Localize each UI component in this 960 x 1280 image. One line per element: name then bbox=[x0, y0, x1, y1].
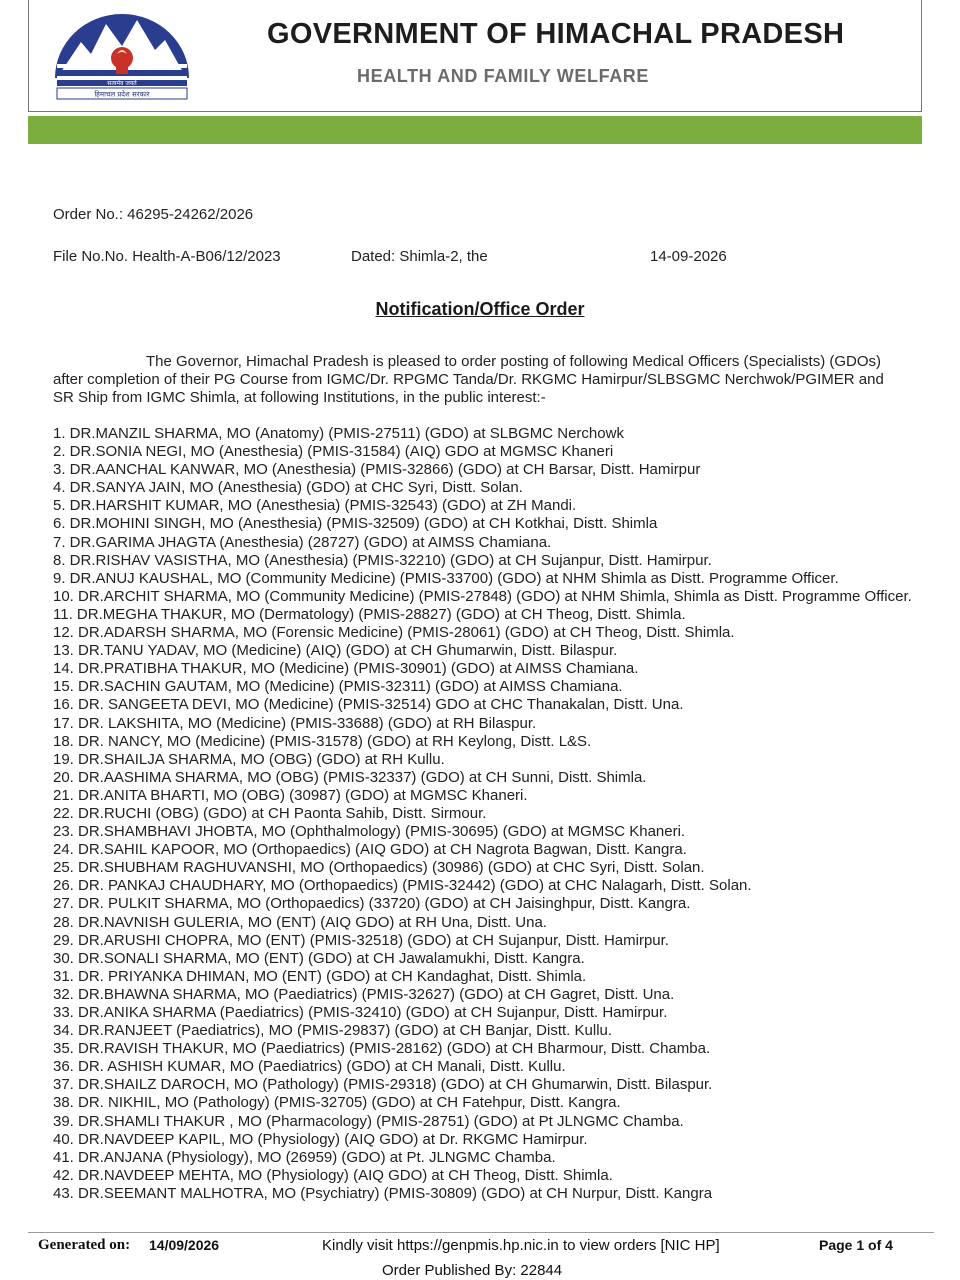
intro-text: The Governor, Himachal Pradesh is pleased to order posting of following Medical Officers (Specialists) (GDOs) after completion of their PG Course from IGMC/Dr. RPGMC Tanda/Dr. RKGMC Hamirpur/SLBSGMC Nerchwok/PGIMER and SR Ship from IGMC Shimla, at following Institutions, in the public interest:- bbox=[53, 353, 884, 406]
posting-order-item: 25. DR.SHUBHAM RAGHUVANSHI, MO (Orthopaedics) (30986) (GDO) at CHC Syri, Distt. Solan. bbox=[53, 859, 705, 877]
org-title: GOVERNMENT OF HIMACHAL PRADESH bbox=[267, 18, 845, 50]
posting-order-item: 2. DR.SONIA NEGI, MO (Anesthesia) (PMIS-31584) (AIQ) GDO at MGMSC Khaneri bbox=[53, 443, 614, 461]
page-number: Page 1 of 4 bbox=[819, 1237, 893, 1253]
svg-text:हिमाचल प्रदेश सरकार: हिमाचल प्रदेश सरकार bbox=[94, 90, 150, 99]
published-by: Order Published By: 22844 bbox=[382, 1262, 563, 1279]
posting-order-item: 32. DR.BHAWNA SHARMA, MO (Paediatrics) (PMIS-32627) (GDO) at CH Gagret, Distt. Una. bbox=[53, 985, 675, 1003]
order-number: Order No.: 46295-24262/2026 bbox=[53, 206, 254, 223]
posting-order-item: 7. DR.GARIMA JHAGTA (Anesthesia) (28727) (GDO) at AIMSS Chamiana. bbox=[53, 533, 552, 551]
posting-order-item: 27. DR. PULKIT SHARMA, MO (Orthopaedics) (33720) (GDO) at CH Jaisinghpur, Distt. Kangra. bbox=[53, 895, 691, 913]
posting-order-item: 9. DR.ANUJ KAUSHAL, MO (Community Medicine) (PMIS-33700) (GDO) at NHM Shimla as Distt. Programme Officer. bbox=[53, 569, 839, 587]
posting-order-item: 36. DR. ASHISH KUMAR, MO (Paediatrics) (GDO) at CH Manali, Distt. Kullu. bbox=[53, 1058, 566, 1076]
footer-divider bbox=[28, 1232, 934, 1233]
posting-order-item: 6. DR.MOHINI SINGH, MO (Anesthesia) (PMIS-32509) (GDO) at CH Kotkhai, Distt. Shimla bbox=[53, 515, 658, 533]
posting-order-item: 43. DR.SEEMANT MALHOTRA, MO (Psychiatry) (PMIS-30809) (GDO) at CH Nurpur, Distt. Kangra bbox=[53, 1184, 713, 1202]
header-accent-bar bbox=[28, 116, 922, 144]
posting-order-item: 38. DR. NIKHIL, MO (Pathology) (PMIS-32705) (GDO) at CH Fatehpur, Distt. Kangra. bbox=[53, 1094, 621, 1112]
posting-order-item: 16. DR. SANGEETA DEVI, MO (Medicine) (PMIS-32514) GDO at CHC Thanakalan, Distt. Una. bbox=[53, 696, 684, 714]
posting-order-item: 12. DR.ADARSH SHARMA, MO (Forensic Medicine) (PMIS-28061) (GDO) at CH Theog, Distt. Shimla. bbox=[53, 624, 735, 642]
posting-order-item: 1. DR.MANZIL SHARMA, MO (Anatomy) (PMIS-27511) (GDO) at SLBGMC Nerchowk bbox=[53, 425, 624, 442]
posting-order-item: 15. DR.SACHIN GAUTAM, MO (Medicine) (PMIS-32311) (GDO) at AIMSS Chamiana. bbox=[53, 678, 623, 696]
posting-order-item: 33. DR.ANIKA SHARMA (Paediatrics) (PMIS-32410) (GDO) at CH Sujanpur, Distt. Hamirpur. bbox=[53, 1004, 668, 1021]
posting-order-item: 34. DR.RANJEET (Paediatrics), MO (PMIS-29837) (GDO) at CH Banjar, Distt. Kullu. bbox=[53, 1022, 613, 1040]
letterhead bbox=[28, 0, 922, 112]
posting-order-item: 39. DR.SHAMLI THAKUR , MO (Pharmacology) (PMIS-28751) (GDO) at Pt JLNGMC Chamba. bbox=[53, 1112, 684, 1130]
posting-order-item: 37. DR.SHAILZ DAROCH, MO (Pathology) (PMIS-29318) (GDO) at CH Ghumarwin, Distt. Bilaspur. bbox=[53, 1076, 713, 1094]
org-subtitle: HEALTH AND FAMILY WELFARE bbox=[357, 66, 650, 86]
visit-link-text: Kindly visit https://genpmis.hp.nic.in to view orders [NIC HP] bbox=[322, 1237, 720, 1254]
posting-orders-list bbox=[53, 425, 928, 1203]
posting-order-item: 21. DR.ANITA BHARTI, MO (OBG) (30987) (GDO) at MGMSC Khaneri. bbox=[53, 786, 528, 804]
posting-order-item: 24. DR.SAHIL KAPOOR, MO (Orthopaedics) (AIQ GDO) at CH Nagrota Bagwan, Distt. Kangra. bbox=[53, 841, 687, 859]
himachal-pradesh-emblem-icon bbox=[51, 2, 193, 102]
posting-order-item: 13. DR.TANU YADAV, MO (Medicine) (AIQ) (GDO) at CH Ghumarwin, Distt. Bilaspur. bbox=[53, 642, 618, 660]
posting-order-item: 26. DR. PANKAJ CHAUDHARY, MO (Orthopaedics) (PMIS-32442) (GDO) at CHC Nalagarh, Distt. Solan. bbox=[53, 877, 752, 895]
posting-order-item: 14. DR.PRATIBHA THAKUR, MO (Medicine) (PMIS-30901) (GDO) at AIMSS Chamiana. bbox=[53, 660, 639, 678]
svg-text:सत्यमेव जयते: सत्यमेव जयते bbox=[107, 80, 137, 87]
posting-order-item: 4. DR.SANYA JAIN, MO (Anesthesia) (GDO) at CHC Syri, Distt. Solan. bbox=[53, 479, 523, 497]
posting-order-item: 5. DR.HARSHIT KUMAR, MO (Anesthesia) (PMIS-32543) (GDO) at ZH Mandi. bbox=[53, 497, 577, 515]
posting-order-item: 17. DR. LAKSHITA, MO (Medicine) (PMIS-33688) (GDO) at RH Bilaspur. bbox=[53, 714, 537, 732]
posting-order-item: 22. DR.RUCHI (OBG) (GDO) at CH Paonta Sahib, Distt. Sirmour. bbox=[53, 804, 487, 822]
posting-order-item: 29. DR.ARUSHI CHOPRA, MO (ENT) (PMIS-32518) (GDO) at CH Sujanpur, Distt. Hamirpur. bbox=[53, 931, 669, 949]
notification-heading: Notification/Office Order bbox=[375, 299, 585, 319]
posting-order-item: 18. DR. NANCY, MO (Medicine) (PMIS-31578) (GDO) at RH Keylong, Distt. L&S. bbox=[53, 732, 592, 750]
posting-order-item: 31. DR. PRIYANKA DHIMAN, MO (ENT) (GDO) at CH Kandaghat, Distt. Shimla. bbox=[53, 967, 587, 985]
posting-order-item: 19. DR.SHAILJA SHARMA, MO (OBG) (GDO) at RH Kullu. bbox=[53, 750, 445, 768]
posting-order-item: 20. DR.AASHIMA SHARMA, MO (OBG) (PMIS-32337) (GDO) at CH Sunni, Distt. Shimla. bbox=[53, 768, 647, 786]
dated-label: Dated: Shimla-2, the bbox=[351, 248, 488, 265]
posting-order-item: 40. DR.NAVDEEP KAPIL, MO (Physiology) (AIQ GDO) at Dr. RKGMC Hamirpur. bbox=[53, 1130, 588, 1148]
posting-order-item: 35. DR.RAVISH THAKUR, MO (Paediatrics) (PMIS-28162) (GDO) at CH Bharmour, Distt. Chamba. bbox=[53, 1040, 711, 1058]
posting-order-item: 23. DR.SHAMBHAVI JHOBTA, MO (Ophthalmology) (PMIS-30695) (GDO) at MGMSC Khaneri. bbox=[53, 823, 686, 841]
posting-order-item: 3. DR.AANCHAL KANWAR, MO (Anesthesia) (PMIS-32866) (GDO) at CH Barsar, Distt. Hamirpur bbox=[53, 461, 701, 479]
file-number: File No.No. Health-A-B06/12/2023 bbox=[53, 248, 281, 265]
generated-date: 14/09/2026 bbox=[149, 1237, 220, 1253]
generated-label: Generated on: bbox=[38, 1237, 131, 1253]
posting-order-item: 8. DR.RISHAV VASISTHA, MO (Anesthesia) (PMIS-32210) (GDO) at CH Sujanpur, Distt. Hamirpur. bbox=[53, 551, 712, 569]
posting-order-item: 41. DR.ANJANA (Physiology), MO (26959) (GDO) at Pt. JLNGMC Chamba. bbox=[53, 1148, 556, 1166]
posting-order-item: 30. DR.SONALI SHARMA, MO (ENT) (GDO) at CH Jawalamukhi, Distt. Kangra. bbox=[53, 949, 585, 967]
intro-paragraph bbox=[53, 353, 893, 407]
posting-order-item: 11. DR.MEGHA THAKUR, MO (Dermatology) (PMIS-28827) (GDO) at CH Theog, Distt. Shimla. bbox=[53, 605, 686, 623]
posting-order-item: 10. DR.ARCHIT SHARMA, MO (Community Medicine) (PMIS-27848) (GDO) at NHM Shimla, Shimla as Distt. Programme Officer. bbox=[53, 587, 912, 605]
order-date: 14-09-2026 bbox=[650, 248, 727, 265]
posting-order-item: 42. DR.NAVDEEP MEHTA, MO (Physiology) (AIQ GDO) at CH Theog, Distt. Shimla. bbox=[53, 1166, 613, 1184]
posting-order-item: 28. DR.NAVNISH GULERIA, MO (ENT) (AIQ GDO) at RH Una, Distt. Una. bbox=[53, 913, 547, 931]
